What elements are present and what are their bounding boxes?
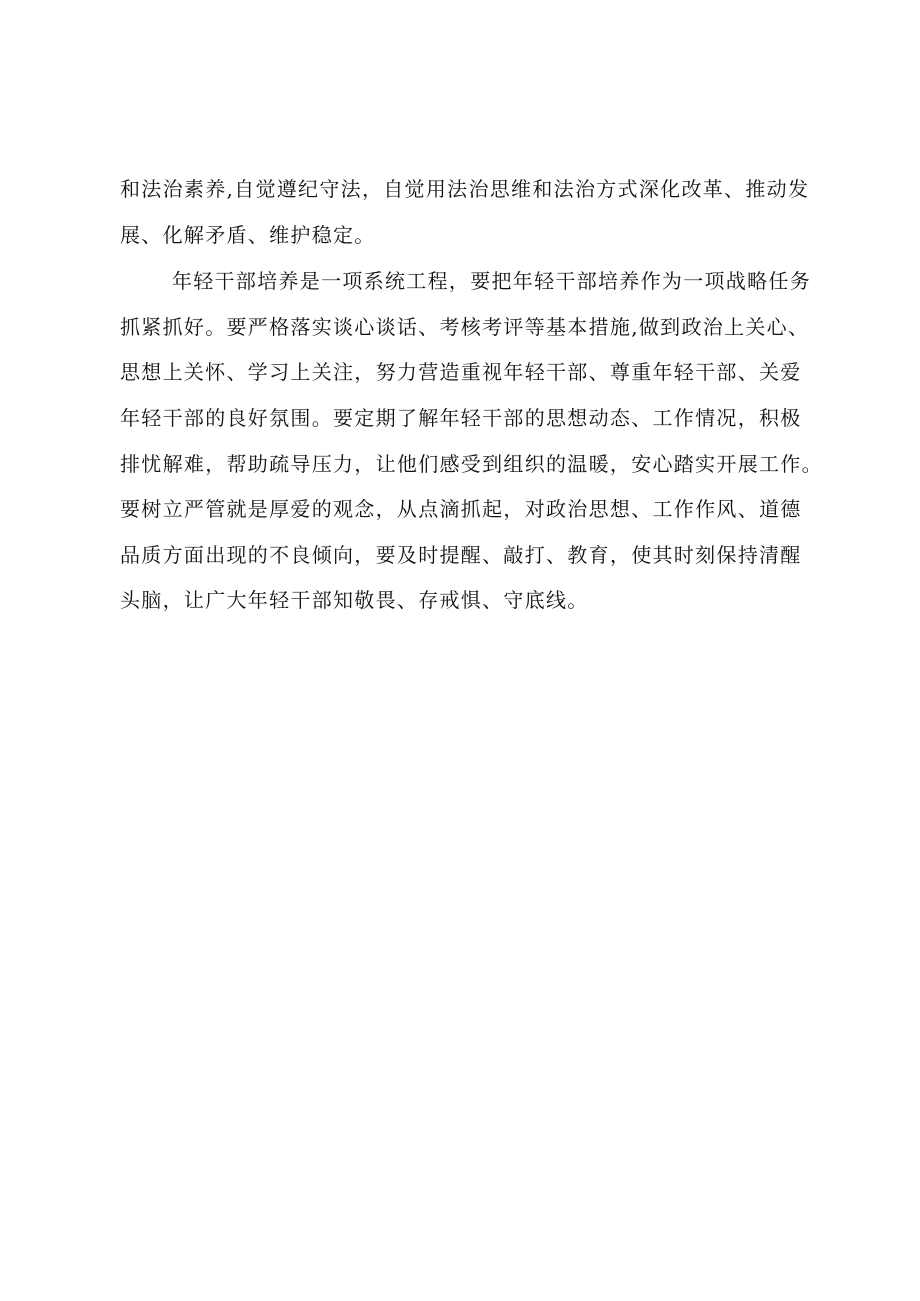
paragraph-2-line-2: 抓紧抓好。要严格落实谈心谈话、考核考评等基本措施,做到政治上关心、 <box>120 315 810 339</box>
paragraph-2-line-5: 排忧解难，帮助疏导压力，让他们感受到组织的温暖，安心踏实开展工作。 <box>120 452 823 476</box>
paragraph-2-line-6: 要树立严管就是厚爱的观念，从点滴抓起，对政治思想、工作作风、道德 <box>120 497 802 521</box>
paragraph-2-line-1: 年轻干部培养是一项系统工程，要把年轻干部培养作为一项战略任务 <box>172 269 811 293</box>
paragraph-2-line-3: 思想上关怀、学习上关注，努力营造重视年轻干部、尊重年轻干部、关爱 <box>120 360 802 384</box>
paragraph-1-line-2: 展、化解矛盾、维护稳定。 <box>120 223 376 247</box>
paragraph-2-line-7: 品质方面出现的不良倾向，要及时提醒、敲打、教育，使其时刻保持清醒 <box>120 543 802 567</box>
paragraph-2-line-8: 头脑，让广大年轻干部知敬畏、存戒惧、守底线。 <box>120 588 589 612</box>
paragraph-1-line-1: 和法治素养,自觉遵纪守法，自觉用法治思维和法治方式深化改革、推动发 <box>120 177 810 201</box>
paragraph-2-line-4: 年轻干部的良好氛围。要定期了解年轻干部的思想动态、工作情况，积极 <box>120 406 802 430</box>
